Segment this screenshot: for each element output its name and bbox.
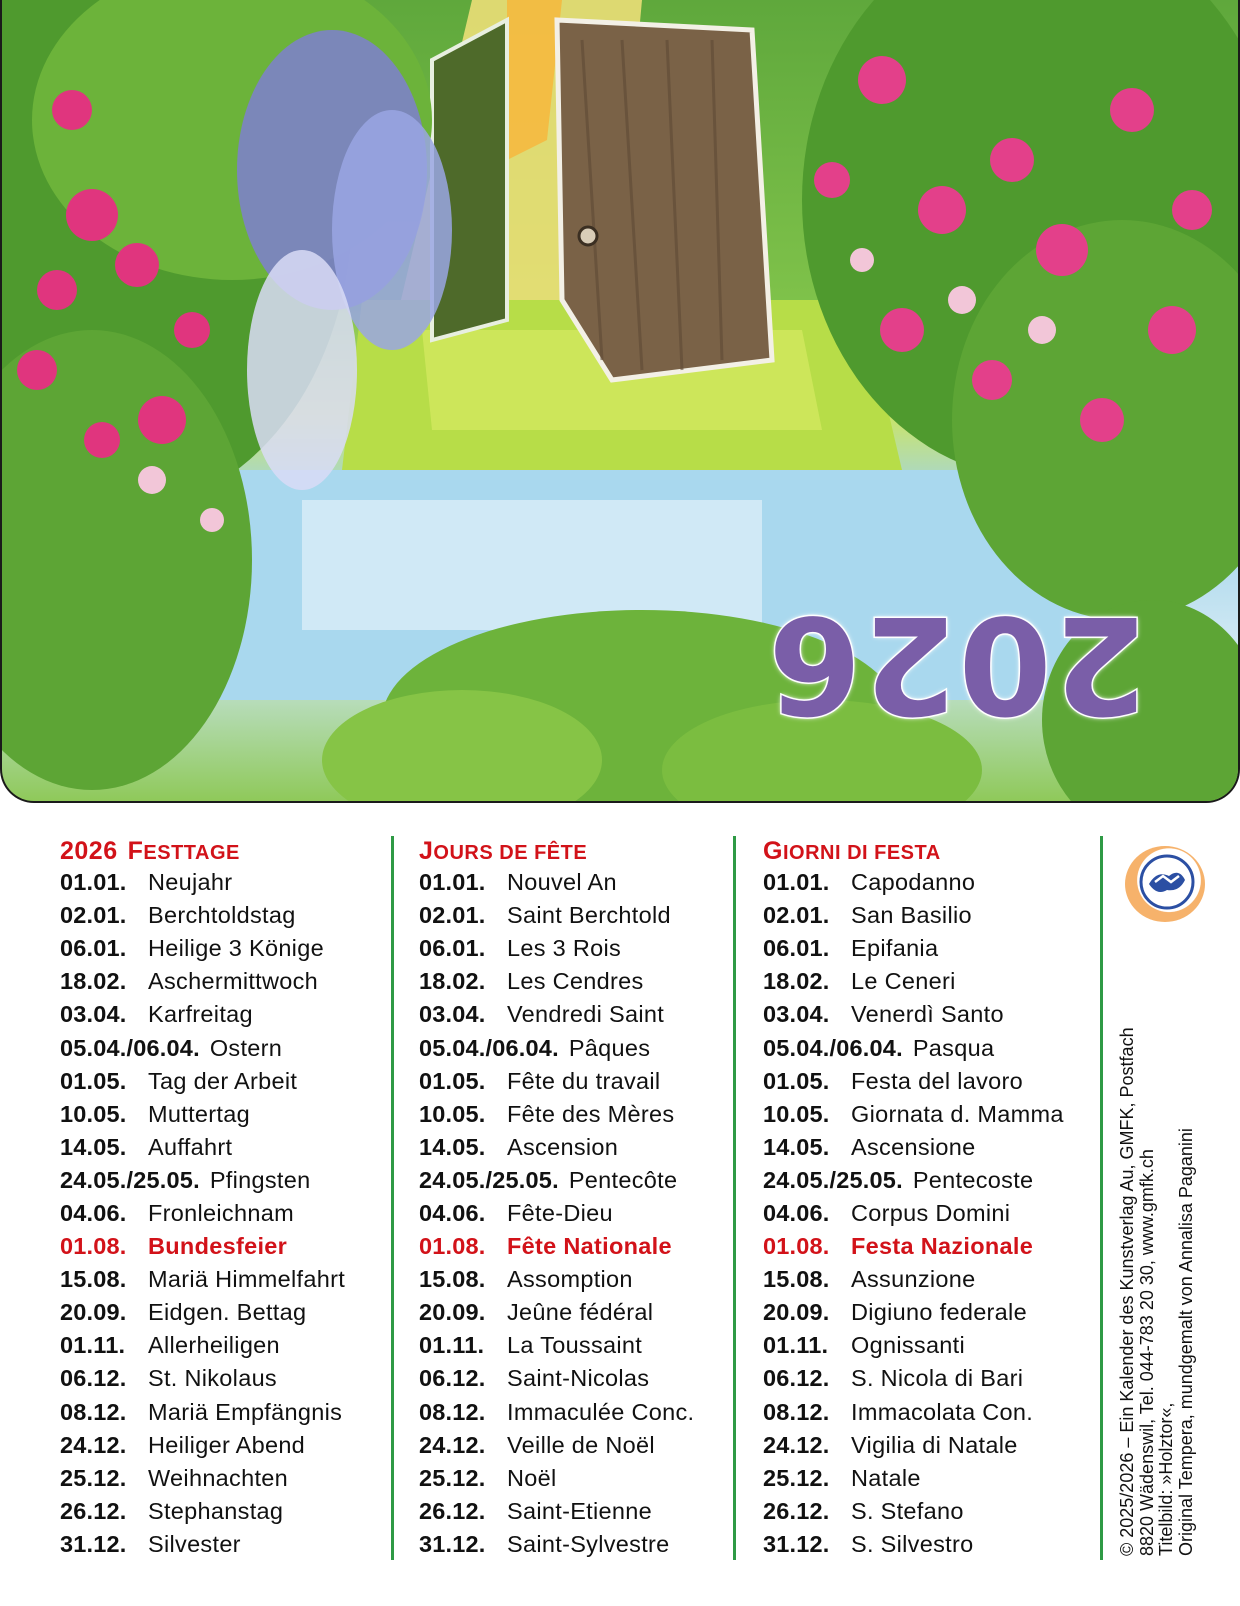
holiday-date: 20.09. [763, 1299, 830, 1326]
column-divider [733, 836, 736, 1560]
holiday-name: Stephanstag [148, 1497, 284, 1524]
holiday-row [763, 1098, 1093, 1131]
holiday-name: Heilige 3 Könige [148, 935, 324, 962]
column-divider [1100, 836, 1103, 1560]
holiday-rows [60, 866, 390, 1561]
holiday-date: 05.04./06.04. [419, 1034, 559, 1061]
holiday-name: Epifania [851, 935, 939, 962]
holiday-row [763, 1429, 1093, 1462]
holiday-date: 01.08. [60, 1233, 127, 1260]
holiday-row [60, 1065, 390, 1098]
holiday-row [763, 866, 1093, 899]
holiday-name: Les Cendres [507, 968, 644, 995]
holiday-date: 18.02. [763, 968, 830, 995]
holiday-name: Pasqua [912, 1034, 995, 1061]
holiday-name: Assomption [507, 1266, 633, 1293]
holiday-name: La Toussaint [507, 1332, 643, 1359]
holiday-name: Les 3 Rois [507, 935, 622, 962]
holiday-name: Pentecôte [568, 1166, 678, 1193]
holiday-date: 04.06. [419, 1199, 486, 1226]
holiday-name: Corpus Domini [851, 1199, 1011, 1226]
holiday-row [60, 1031, 390, 1064]
column-divider [391, 836, 394, 1560]
holiday-date: 18.02. [419, 968, 486, 995]
holiday-name: Natale [851, 1464, 921, 1491]
holiday-name: Bundesfeier [148, 1233, 288, 1260]
holiday-name: Noël [507, 1464, 557, 1491]
holiday-name: Le Ceneri [851, 968, 956, 995]
title-rest: ESTTAGE [143, 842, 240, 864]
holiday-name: Weihnachten [148, 1464, 289, 1491]
holiday-name: Ascension [507, 1133, 619, 1160]
holiday-row [419, 1131, 729, 1164]
holiday-row [419, 1495, 729, 1528]
holiday-date: 24.05./25.05. [60, 1166, 200, 1193]
holiday-name: Aschermittwoch [148, 968, 319, 995]
holiday-name: Digiuno federale [851, 1299, 1027, 1326]
imprint-line: Original Tempera, mundgemalt von Annalisa Paganini [1175, 1128, 1196, 1556]
holiday-row [763, 1065, 1093, 1098]
title-rest: IORNI DI FESTA [782, 842, 941, 864]
holiday-row [419, 1098, 729, 1131]
holiday-row [419, 1164, 729, 1197]
holiday-row [60, 1429, 390, 1462]
holiday-date: 10.05. [60, 1100, 127, 1127]
holiday-row [419, 1462, 729, 1495]
holiday-date: 01.08. [419, 1233, 486, 1260]
section-title-italian [763, 836, 1093, 866]
holiday-name: Neujahr [148, 869, 233, 896]
holiday-name: Fête-Dieu [507, 1199, 613, 1226]
holiday-row [763, 1164, 1093, 1197]
holiday-row [763, 1329, 1093, 1362]
holiday-row [60, 1329, 390, 1362]
imprint-line: Titelbild: »Holztor«, [1156, 1402, 1177, 1556]
holiday-row [60, 998, 390, 1031]
holiday-date: 05.04./06.04. [763, 1034, 903, 1061]
holiday-name: Vigilia di Natale [851, 1431, 1018, 1458]
holiday-list-italian [763, 836, 1093, 1561]
holiday-date: 08.12. [763, 1398, 830, 1425]
holiday-name: Ascensione [851, 1133, 976, 1160]
holiday-date: 06.12. [60, 1365, 127, 1392]
holiday-date: 03.04. [419, 1001, 486, 1028]
holiday-date: 18.02. [60, 968, 127, 995]
year-badge: 2026 [766, 586, 1147, 742]
holiday-name: Pâques [568, 1034, 651, 1061]
holiday-list-german [60, 836, 390, 1561]
holiday-name: Tag der Arbeit [148, 1067, 298, 1094]
holiday-date: 14.05. [419, 1133, 486, 1160]
holiday-date: 01.05. [419, 1067, 486, 1094]
holiday-name: Mariä Empfängnis [148, 1398, 343, 1425]
holiday-name: Pfingsten [209, 1166, 311, 1193]
holiday-row [419, 1528, 729, 1561]
holiday-date: 31.12. [419, 1530, 486, 1557]
holiday-row [419, 899, 729, 932]
holiday-name: Heiliger Abend [148, 1431, 306, 1458]
title-rest: OURS DE FÊTE [433, 842, 588, 864]
holiday-row [763, 1263, 1093, 1296]
holiday-name: Silvester [148, 1530, 241, 1557]
holiday-row [763, 1362, 1093, 1395]
holiday-row [60, 1495, 390, 1528]
holiday-date: 06.01. [763, 935, 830, 962]
holiday-row [419, 932, 729, 965]
holiday-name: Fête des Mères [507, 1100, 675, 1127]
holiday-row [763, 965, 1093, 998]
holiday-date: 14.05. [763, 1133, 830, 1160]
holiday-date: 24.05./25.05. [419, 1166, 559, 1193]
title-year: 2026 [60, 837, 118, 865]
title-initial: J [419, 837, 434, 865]
holiday-date: 01.11. [60, 1332, 126, 1359]
holiday-row [60, 1263, 390, 1296]
holiday-rows [763, 866, 1093, 1561]
holiday-row [60, 1362, 390, 1395]
holiday-name: St. Nikolaus [148, 1365, 277, 1392]
holiday-name: Mariä Himmelfahrt [148, 1266, 346, 1293]
holiday-row [419, 965, 729, 998]
holiday-date: 31.12. [60, 1530, 127, 1557]
holiday-date: 26.12. [763, 1497, 830, 1524]
holiday-row [419, 1429, 729, 1462]
holiday-name: Eidgen. Bettag [148, 1299, 307, 1326]
holiday-name: Fronleichnam [148, 1199, 294, 1226]
holiday-row [60, 1528, 390, 1561]
holiday-date: 20.09. [419, 1299, 486, 1326]
holiday-date: 01.01. [60, 869, 127, 896]
holiday-date: 04.06. [763, 1199, 830, 1226]
holiday-row [419, 866, 729, 899]
holiday-date: 24.12. [419, 1431, 486, 1458]
holiday-row [60, 965, 390, 998]
holiday-date: 15.08. [419, 1266, 486, 1293]
holiday-row [763, 1495, 1093, 1528]
holiday-date: 04.06. [60, 1199, 127, 1226]
holiday-row [763, 899, 1093, 932]
holiday-row [763, 1396, 1093, 1429]
holiday-rows [419, 866, 729, 1561]
holiday-name: Saint Berchtold [507, 902, 671, 929]
holiday-date: 14.05. [60, 1133, 127, 1160]
imprint-line: © 2025/2026 – Ein Kalender des Kunstverlag Au, GMFK, Postfach [1117, 1027, 1137, 1556]
holiday-name: Saint-Sylvestre [507, 1530, 670, 1557]
holiday-date: 01.01. [419, 869, 486, 896]
holiday-row [419, 1197, 729, 1230]
holiday-row [419, 1396, 729, 1429]
holiday-date: 06.12. [763, 1365, 830, 1392]
holiday-date: 20.09. [60, 1299, 127, 1326]
holiday-row [419, 998, 729, 1031]
section-title-german [60, 836, 390, 866]
holiday-date: 06.01. [60, 935, 127, 962]
holiday-name: Assunzione [851, 1266, 976, 1293]
holiday-date: 02.01. [60, 902, 127, 929]
holiday-row [60, 866, 390, 899]
holiday-row [60, 1131, 390, 1164]
holiday-row [60, 1164, 390, 1197]
holiday-name: Fête du travail [507, 1067, 661, 1094]
holiday-name: San Basilio [851, 902, 972, 929]
holiday-row [763, 1528, 1093, 1561]
holiday-row [60, 899, 390, 932]
holiday-date: 05.04./06.04. [60, 1034, 200, 1061]
holiday-name: Pentecoste [912, 1166, 1034, 1193]
holiday-name: S. Nicola di Bari [851, 1365, 1024, 1392]
holiday-name: Nouvel An [507, 869, 617, 896]
holiday-name: Festa del lavoro [851, 1067, 1023, 1094]
holiday-name: Immacolata Con. [851, 1398, 1034, 1425]
holiday-row [60, 1296, 390, 1329]
holiday-date: 01.01. [763, 869, 830, 896]
holiday-row [60, 1098, 390, 1131]
imprint-text [1118, 936, 1198, 1556]
holiday-date: 01.11. [763, 1332, 829, 1359]
holiday-name: Vendredi Saint [507, 1001, 665, 1028]
holiday-date: 01.11. [419, 1332, 485, 1359]
holiday-row [763, 1230, 1093, 1263]
holiday-name: Ognissanti [851, 1332, 966, 1359]
holiday-date: 26.12. [419, 1497, 486, 1524]
holiday-name: Jeûne fédéral [507, 1299, 654, 1326]
holiday-date: 03.04. [60, 1001, 127, 1028]
holiday-date: 25.12. [763, 1464, 830, 1491]
holiday-row [60, 1197, 390, 1230]
holiday-row [419, 1230, 729, 1263]
holiday-date: 24.12. [60, 1431, 127, 1458]
holiday-date: 24.05./25.05. [763, 1166, 903, 1193]
holiday-list-french [419, 836, 729, 1561]
holiday-row [60, 1462, 390, 1495]
holiday-date: 25.12. [60, 1464, 127, 1491]
holiday-date: 31.12. [763, 1530, 830, 1557]
title-initial: G [763, 837, 783, 865]
holiday-row [419, 1031, 729, 1064]
holiday-row [419, 1065, 729, 1098]
holiday-name: Muttertag [148, 1100, 250, 1127]
holiday-row [419, 1263, 729, 1296]
holiday-date: 24.12. [763, 1431, 830, 1458]
holiday-row [763, 998, 1093, 1031]
holiday-name: Immaculée Conc. [507, 1398, 695, 1425]
holiday-name: Giornata d. Mamma [851, 1100, 1064, 1127]
holiday-name: S. Stefano [851, 1497, 964, 1524]
holiday-name: Ostern [209, 1034, 283, 1061]
holiday-row [419, 1362, 729, 1395]
holiday-date: 01.08. [763, 1233, 830, 1260]
holiday-date: 15.08. [763, 1266, 830, 1293]
publisher-logo-icon [1125, 846, 1205, 922]
holiday-name: Berchtoldstag [148, 902, 296, 929]
holiday-date: 01.05. [60, 1067, 127, 1094]
holiday-date: 06.12. [419, 1365, 486, 1392]
holiday-name: Saint-Etienne [507, 1497, 652, 1524]
holiday-name: Auffahrt [148, 1133, 233, 1160]
holiday-name: Venerdì Santo [851, 1001, 1004, 1028]
holiday-date: 25.12. [419, 1464, 486, 1491]
holiday-name: Capodanno [851, 869, 976, 896]
holiday-row [763, 1462, 1093, 1495]
holiday-row [60, 932, 390, 965]
holiday-date: 10.05. [419, 1100, 486, 1127]
holiday-date: 03.04. [763, 1001, 830, 1028]
holiday-row [60, 1396, 390, 1429]
holiday-date: 01.05. [763, 1067, 830, 1094]
holiday-row [419, 1329, 729, 1362]
holiday-date: 08.12. [419, 1398, 486, 1425]
holiday-name: Saint-Nicolas [507, 1365, 650, 1392]
holiday-date: 15.08. [60, 1266, 127, 1293]
holiday-name: S. Silvestro [851, 1530, 974, 1557]
holiday-name: Fête Nationale [507, 1233, 672, 1260]
holiday-row [763, 932, 1093, 965]
holiday-row [763, 1197, 1093, 1230]
holiday-row [60, 1230, 390, 1263]
section-title-french [419, 836, 729, 866]
holiday-row [763, 1131, 1093, 1164]
holiday-date: 02.01. [419, 902, 486, 929]
imprint-line: 8820 Wädenswil, Tel. 044-783 20 30, www.gmfk.ch [1136, 1149, 1157, 1556]
holiday-date: 02.01. [763, 902, 830, 929]
holiday-row [419, 1296, 729, 1329]
holiday-name: Karfreitag [148, 1001, 253, 1028]
holiday-name: Allerheiligen [148, 1332, 280, 1359]
holiday-date: 08.12. [60, 1398, 127, 1425]
holiday-row [763, 1296, 1093, 1329]
holiday-date: 10.05. [763, 1100, 830, 1127]
holiday-name: Veille de Noël [507, 1431, 655, 1458]
holiday-date: 06.01. [419, 935, 486, 962]
title-initial: F [127, 837, 144, 865]
holiday-date: 26.12. [60, 1497, 127, 1524]
holiday-name: Festa Nazionale [851, 1233, 1034, 1260]
holiday-row [763, 1031, 1093, 1064]
